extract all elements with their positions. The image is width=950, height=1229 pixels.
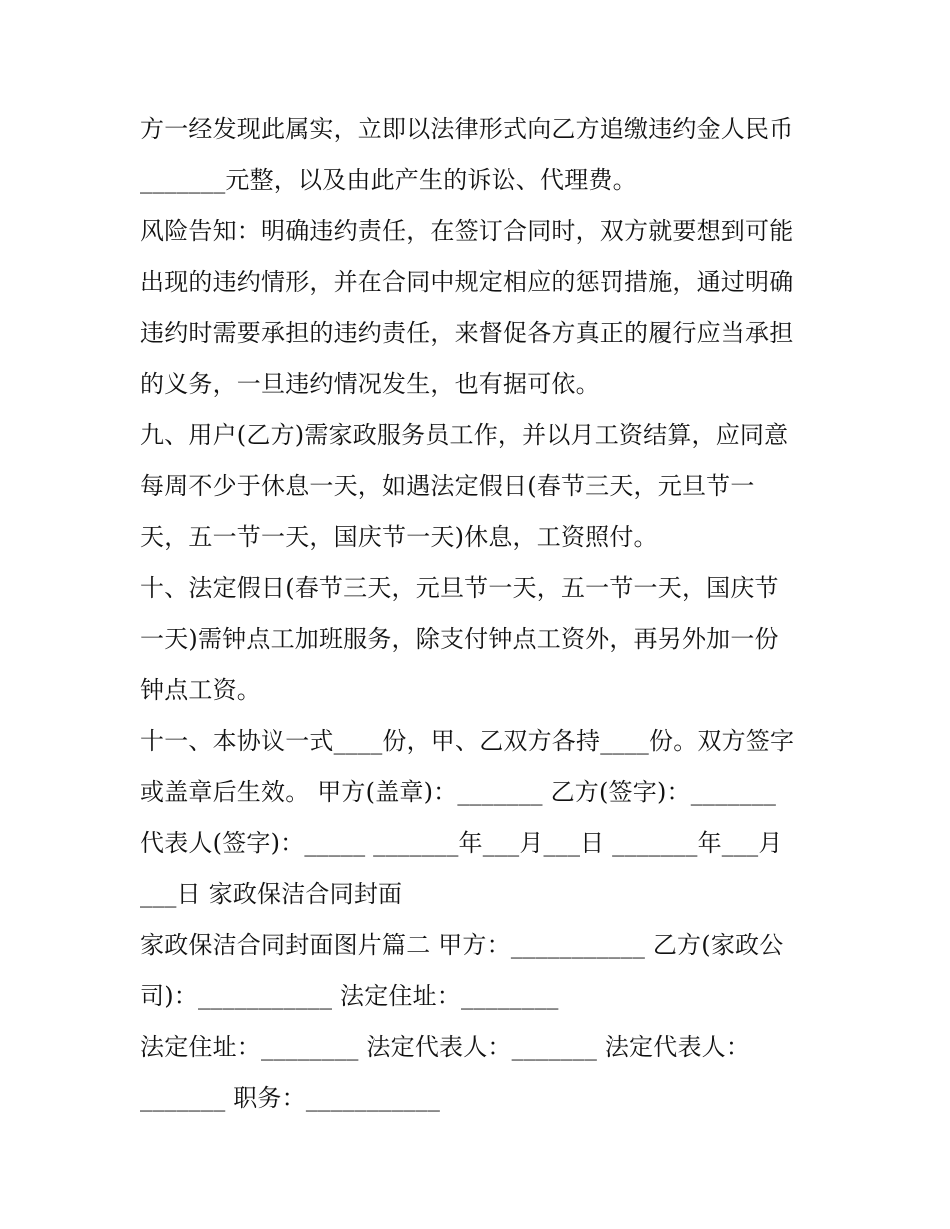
text-line: ___日 家政保洁合同封面	[140, 880, 403, 908]
text-line: _______ 职务：___________	[140, 1084, 441, 1112]
text-line: 家政保洁合同封面图片篇二 甲方：___________ 乙方(家政公	[140, 931, 784, 959]
text-line: 十一、本协议一式____份，甲、乙双方各持____份。双方签字	[140, 727, 795, 755]
text-line: 法定住址：________ 法定代表人：_______ 法定代表人：	[140, 1033, 751, 1061]
text-line: 出现的违约情形，并在合同中规定相应的惩罚措施，通过明确	[140, 268, 794, 296]
text-line: 代表人(签字)：_____ _______年___月___日 _______年___月	[140, 829, 783, 857]
text-line: 的义务，一旦违约情况发生，也有据可依。	[140, 370, 600, 398]
text-line: 风险告知：明确违约责任，在签订合同时，双方就要想到可能	[140, 217, 794, 245]
text-line: 天，五一节一天，国庆节一天)休息，工资照付。	[140, 523, 658, 551]
text-line: 或盖章后生效。 甲方(盖章)：_______ 乙方(签字)：_______	[140, 778, 777, 806]
text-line: 钟点工资。	[140, 676, 261, 704]
text-line: 一天)需钟点工加班服务，除支付钟点工资外，再另外加一份	[140, 625, 779, 653]
text-line: 十、法定假日(春节三天，元旦节一天，五一节一天，国庆节	[140, 574, 779, 602]
text-line: 方一经发现此属实，立即以法律形式向乙方追缴违约金人民币	[140, 115, 794, 143]
text-line: 司)：___________ 法定住址：________	[140, 982, 559, 1010]
text-line: 九、用户(乙方)需家政服务员工作，并以月工资结算，应同意	[140, 421, 789, 449]
text-line: 违约时需要承担的违约责任，来督促各方真正的履行应当承担	[140, 319, 794, 347]
text-line: _______元整，以及由此产生的诉讼、代理费。	[140, 166, 637, 194]
document-body	[140, 104, 820, 1124]
text-line: 每周不少于休息一天，如遇法定假日(春节三天，元旦节一	[140, 472, 755, 500]
